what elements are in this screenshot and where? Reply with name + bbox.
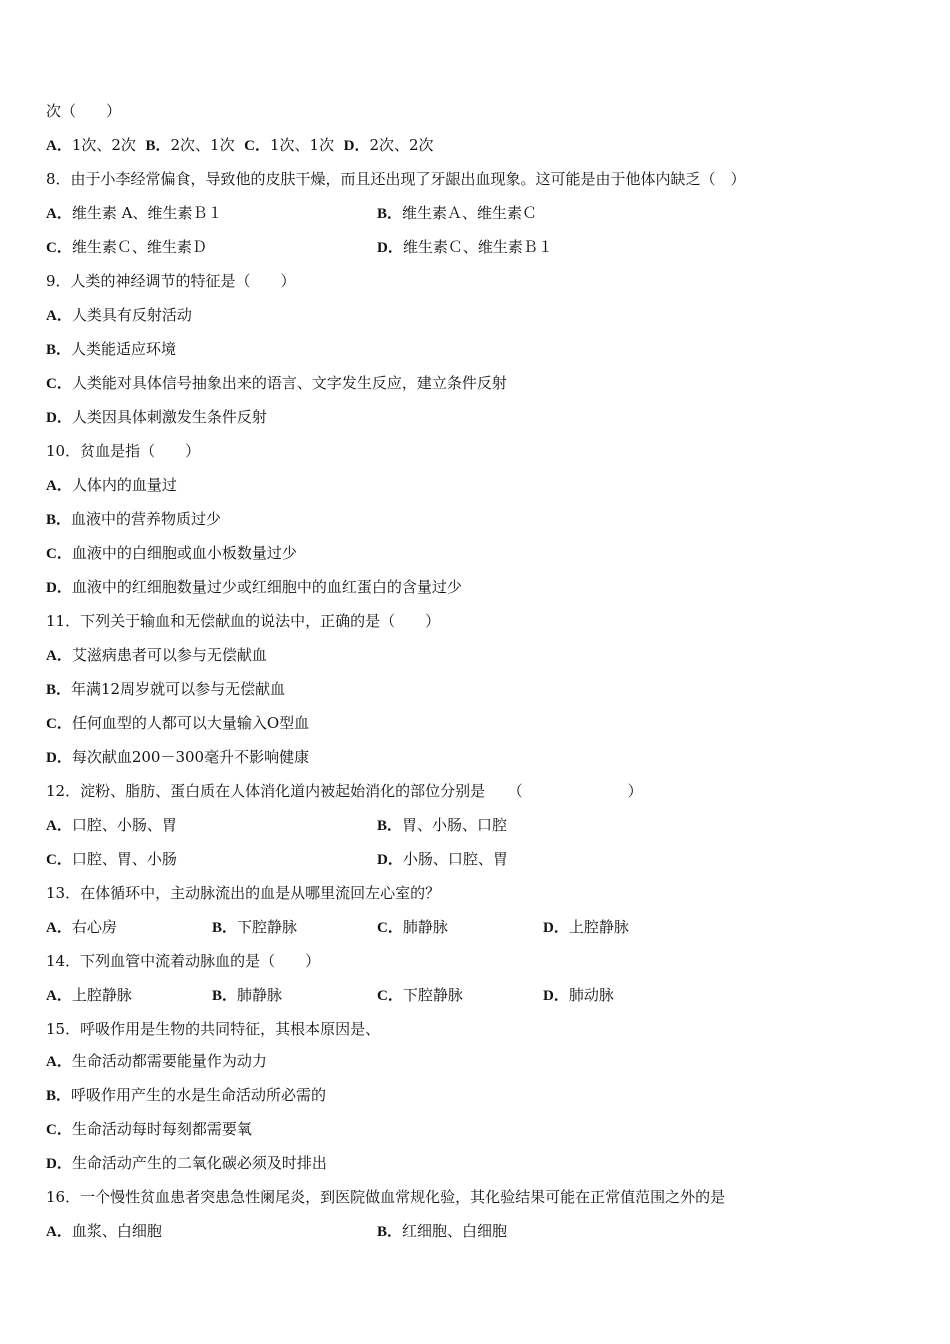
- question-13-stem: 13．在体循环中，主动脉流出的血是从哪里流回左心室的？: [46, 884, 441, 902]
- q11-option-b: B．年满12周岁就可以参与无偿献血: [46, 680, 286, 698]
- q15-option-b: B．呼吸作用产生的水是生命活动所必需的: [46, 1086, 327, 1104]
- q8-option-a: A．维生素 A、维生素Ｂ１: [46, 204, 223, 222]
- q12-option-c: C．口腔、胃、小肠: [46, 850, 177, 868]
- q13-option-c: C．肺静脉: [377, 918, 448, 936]
- q12-option-a: A．口腔、小肠、胃: [46, 816, 177, 834]
- q12-option-b: B．胃、小肠、口腔: [377, 816, 508, 834]
- question-7-continuation: 次（ ）: [46, 102, 122, 120]
- q11-option-a: A．艾滋病患者可以参与无偿献血: [46, 646, 267, 664]
- q8-option-d: D．维生素Ｃ、维生素Ｂ１: [377, 238, 553, 256]
- q13-option-b: B．下腔静脉: [212, 918, 298, 936]
- question-9-stem: 9．人类的神经调节的特征是（ ）: [46, 272, 296, 290]
- question-10-stem: 10．贫血是指（ ）: [46, 442, 201, 460]
- question-15-stem: 15．呼吸作用是生物的共同特征，其根本原因是、: [46, 1020, 381, 1038]
- q9-option-d: D．人类因具体刺激发生条件反射: [46, 408, 267, 426]
- q10-option-b: B．血液中的营养物质过少: [46, 510, 222, 528]
- q11-option-d: D．每次献血200－300毫升不影响健康: [46, 748, 310, 766]
- q9-option-b: B．人类能适应环境: [46, 340, 177, 358]
- q16-option-a: A．血浆、白细胞: [46, 1222, 162, 1240]
- q7-options-row: A．1次、2次 B．2次、1次 C．1次、1次 D．2次、2次: [46, 136, 434, 154]
- q10-option-a: A．人体内的血量过: [46, 476, 177, 494]
- q14-option-c: C．下腔静脉: [377, 986, 463, 1004]
- q8-option-b: B．维生素Ａ、维生素Ｃ: [377, 204, 538, 222]
- option-letter: A．: [46, 138, 72, 154]
- q9-option-a: A．人类具有反射活动: [46, 306, 192, 324]
- question-11-stem: 11．下列关于输血和无偿献血的说法中，正确的是（ ）: [46, 612, 441, 630]
- question-8-stem: 8．由于小李经常偏食，导致他的皮肤干燥，而且还出现了牙龈出血现象。这可能是由于他体内缺乏（ ）: [46, 170, 746, 188]
- q10-option-d: D．血液中的红细胞数量过少或红细胞中的血红蛋白的含量过少: [46, 578, 462, 596]
- q15-option-d: D．生命活动产生的二氧化碳必须及时排出: [46, 1154, 327, 1172]
- q12-option-d: D．小肠、口腔、胃: [377, 850, 508, 868]
- q9-option-c: C．人类能对具体信号抽象出来的语言、文字发生反应，建立条件反射: [46, 374, 507, 392]
- option-letter: B．: [145, 138, 171, 154]
- q15-option-c: C．生命活动每时每刻都需要氧: [46, 1120, 252, 1138]
- q14-option-d: D．肺动脉: [543, 986, 614, 1004]
- q11-option-c: C．任何血型的人都可以大量输入O型血: [46, 714, 310, 732]
- option-letter: D．: [343, 138, 370, 154]
- q8-option-c: C．维生素Ｃ、维生素Ｄ: [46, 238, 207, 256]
- question-14-stem: 14．下列血管中流着动脉血的是（ ）: [46, 952, 321, 970]
- q14-option-a: A．上腔静脉: [46, 986, 132, 1004]
- q10-option-c: C．血液中的白细胞或血小板数量过少: [46, 544, 297, 562]
- q14-option-b: B．肺静脉: [212, 986, 283, 1004]
- option-letter: C．: [244, 138, 270, 154]
- q15-option-a: A．生命活动都需要能量作为动力: [46, 1052, 267, 1070]
- question-12-stem: 12．淀粉、脂肪、蛋白质在人体消化道内被起始消化的部位分别是 （ ）: [46, 782, 643, 800]
- question-16-stem: 16．一个慢性贫血患者突患急性阑尾炎，到医院做血常规化验，其化验结果可能在正常值范围之外的是: [46, 1188, 726, 1206]
- q16-option-b: B．红细胞、白细胞: [377, 1222, 508, 1240]
- q13-option-a: A．右心房: [46, 918, 117, 936]
- q13-option-d: D．上腔静脉: [543, 918, 629, 936]
